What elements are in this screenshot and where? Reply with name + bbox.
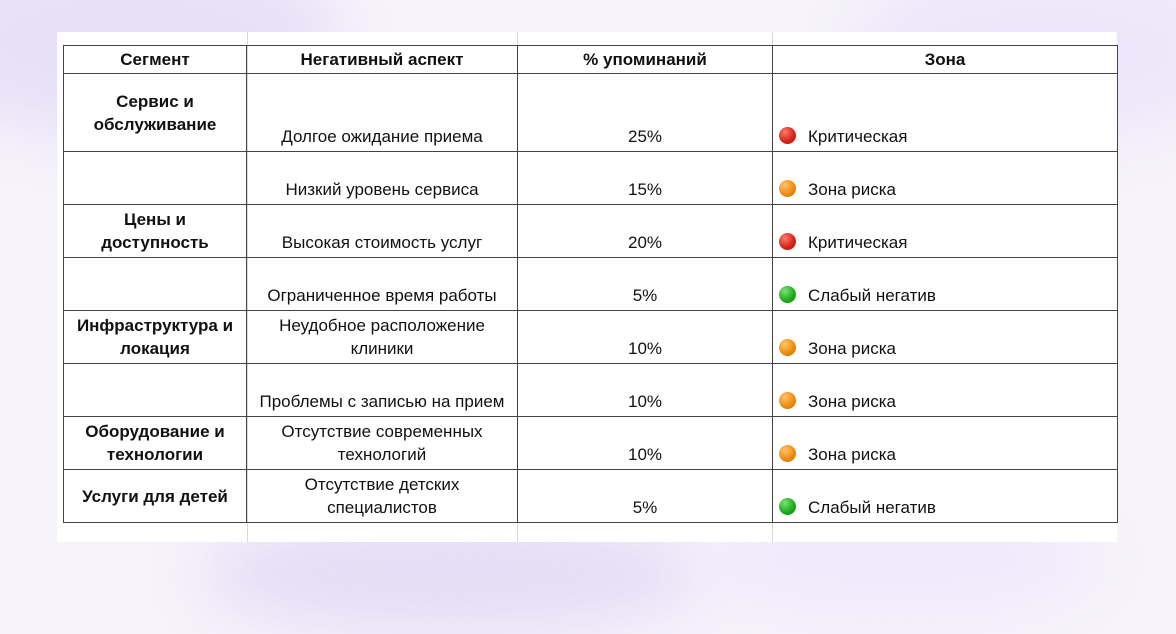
green-circle-icon [779,498,796,515]
segment-cell: Сервис и обслуживание [64,74,247,152]
zone-cell [773,364,1118,417]
zone-label: Критическая [808,233,908,252]
segment-cell [64,152,247,205]
zone-label: Критическая [808,127,908,146]
zone-label: Слабый негатив [808,286,936,305]
zone-label: Зона риска [808,339,897,358]
aspect-cell: Высокая стоимость услуг [247,205,518,258]
zone-cell [773,258,1118,311]
table-row [64,152,1118,205]
table-row [64,417,1118,470]
percent-cell: 5% [518,470,773,523]
segment-cell [64,258,247,311]
table-row [64,364,1118,417]
zone-cell [773,311,1118,364]
aspect-cell: Проблемы с записью на прием [247,364,518,417]
negative-aspects-table [63,45,1118,523]
table-row [64,311,1118,364]
table-row [64,258,1118,311]
zone-label: Зона риска [808,180,897,199]
zone-cell [773,74,1118,152]
header-aspect: Негативный аспект [247,46,518,74]
table-row [64,205,1118,258]
zone-cell [773,417,1118,470]
orange-circle-icon [779,445,796,462]
aspect-cell: Низкий уровень сервиса [247,152,518,205]
aspect-cell: Ограниченное время работы [247,258,518,311]
green-circle-icon [779,286,796,303]
zone-label: Зона риска [808,392,897,411]
zone-label: Зона риска [808,445,897,464]
segment-cell: Инфраструктура и локация [64,311,247,364]
orange-circle-icon [779,392,796,409]
percent-cell: 20% [518,205,773,258]
zone-cell [773,205,1118,258]
header-zone: Зона [773,46,1118,74]
zone-cell [773,152,1118,205]
table-header-row [64,46,1118,74]
percent-cell: 5% [518,258,773,311]
aspect-cell: Неудобное расположение клиники [247,311,518,364]
segment-cell: Цены и доступность [64,205,247,258]
aspect-cell: Отсутствие современных технологий [247,417,518,470]
table-row [64,74,1118,152]
segment-cell: Услуги для детей [64,470,247,523]
percent-cell: 10% [518,311,773,364]
zone-label: Слабый негатив [808,498,936,517]
orange-circle-icon [779,180,796,197]
header-percent: % упоминаний [518,46,773,74]
percent-cell: 15% [518,152,773,205]
red-circle-icon [779,233,796,250]
segment-cell [64,364,247,417]
percent-cell: 25% [518,74,773,152]
red-circle-icon [779,127,796,144]
header-segment: Сегмент [64,46,247,74]
percent-cell: 10% [518,417,773,470]
zone-cell [773,470,1118,523]
table-row [64,470,1118,523]
percent-cell: 10% [518,364,773,417]
aspect-cell: Отсутствие детских специалистов [247,470,518,523]
aspect-cell: Долгое ожидание приема [247,74,518,152]
segment-cell: Оборудование и технологии [64,417,247,470]
orange-circle-icon [779,339,796,356]
